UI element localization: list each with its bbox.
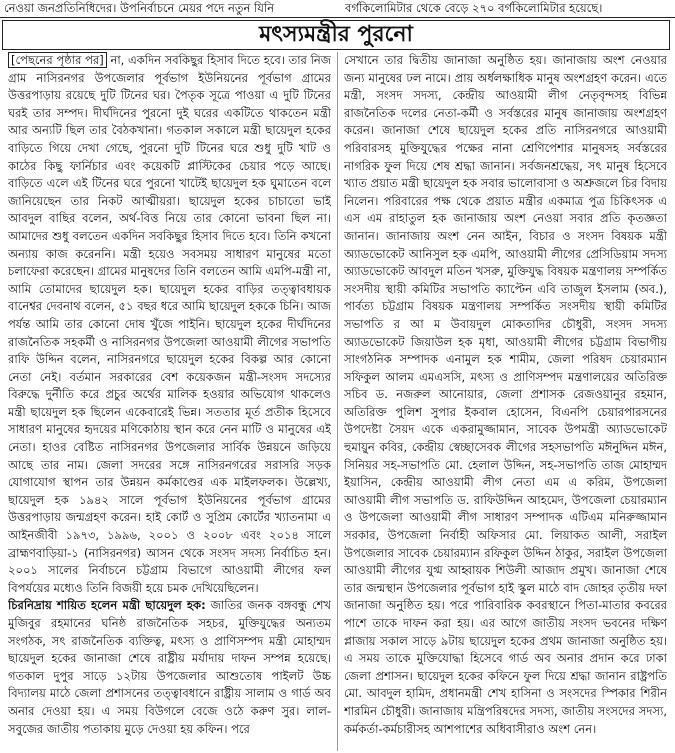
column-divider [337,52,338,751]
headline: মৎস্যমন্ত্রীর পুরনো [2,20,670,50]
top-fragment-left: নেওয়া জনপ্রতিনিধিদের। উপনির্বাচনে মেয়র পদে নতুন যিনি [4,1,275,15]
right-paragraph-1: সেখানে তার দ্বিতীয় জানাজা অনুষ্ঠিত হয়। জানাজায় অংশ নেওয়ার জন্য মানুষের ঢল নামে। প্রায় অর্ধলক্ষাধিক মানুষ অংশগ্রহণ করেন। এতে মন্ত্রী, সংসদ সদস্য, কেন্দ্রীয় আওয়ামী লীগ নেতৃবৃন্দসহ বিভিন্ন রাজনৈতিক দলের নেতা-কর্মী ও সর্বস্তরের মানুষ জানাজায় অংশগ্রহণ করেন। জানাজা শেষে ছায়েদুল হকের প্রতি নাসিরনগরে আওয়ামী পরিবারসহ মুক্তিযুদ্ধের পক্ষের নানা শ্রেণিপেশার মানুষসহ সর্বস্তরের নাগরিক ফুল দিয়ে শেষ শ্রদ্ধা জানান। সর্বজনশ্রদ্ধেয়, সৎ মানুষ হিসেবে খ্যাত প্রয়াত মন্ত্রী ছায়েদুল হক সবার ভালোবাসা ও অশ্রুজলে চির বিদায় নিলেন। পরিবারের পক্ষ থেকে প্রয়াত মন্ত্রীর একমাত্র পুত্র চিকিৎসক এ এস এম রাহাতুল হক জানাজায় অংশ নেওয়া সবার প্রতি কৃতজ্ঞতা জানান। জানাজায় অংশ নেন আইন, বিচার ও সংসদ বিষয়ক মন্ত্রী অ্যাডভোকেট আনিসুল হক এমপি, আওয়ামী লীগের প্রেসিডিয়াম সদস্য অ্যাডভোকেট আবদুল মতিন খসরু, মুক্তিযুদ্ধ বিষয়ক মন্ত্রণালয় সম্পর্কিত সংসদীয় স্থায়ী কমিটির সভাপতি ক্যাপ্টেন এবি তাজুল ইসলাম (অব.), পার্বত্য চট্টগ্রাম বিষয়ক মন্ত্রণালয় সম্পর্কিত সংসদীয় স্থায়ী কমিটির সভাপতি র আ ম উবায়দুল মোকতাদির চৌধুরী, সংসদ সদস্য অ্যাডভোকেট জিয়াউল হক মৃধা, আওয়ামী লীগের চট্টগ্রাম বিভাগীয় সাংগঠনিক সম্পাদক এনামুল হক শামীম, জেলা পরিষদ চেয়ারম্যান সফিকুল আলম এমএসসি, মৎস্য ও প্রাণিসম্পদ মন্ত্রণালয়ের অতিরিক্ত সচিব ড. নজরুল আনোয়ার, জেলা প্রশাসক রেজওয়ানুর রহমান, অতিরিক্ত পুলিশ সুপার ইকবাল হোসেন, বিএনপি চেয়ারপারসনের উপদেষ্টা সৈয়দ একে একরামুজ্জামান, সাবেক উপমন্ত্রী অ্যাডভোকেট হুমায়ুন কবির, কেন্দ্রীয় স্বেচ্ছাসেবক লীগের সহসভাপতি মঈনুদ্দিন মঈন, সিনিয়র সহ-সভাপতি মো. হেলাল উদ্দিন, সহ-সভাপতি তাজ মোহাম্মদ ইয়াসিন, কেন্দ্রীয় আওয়ামী লীগ নেতা এম এ করিম, উপজেলা আওয়ামী লীগ সভাপতি ড. রাফিউদ্দিন আহমেদ, উপজেলা চেয়ারম্যান ও উপজেলা আওয়ামী লীগ সাধারণ সম্পাদক এটিএম মনিরুজ্জামান সরকার, উপজেলা নির্বাহী অফিসার মো. লিয়াকত আলী, সরাইল উপজেলার সাবেক চেয়ারম্যান রফিকুল উদ্দিন ঠাকুর, সরাইল উপজেলা আওয়ামী লীগের যুগ্ম আহ্বায়ক শিউলী আজাদ প্রমুখ। জানাজা শেষে তার জন্মস্থান উপজেলার পূর্বভাগ হাই স্কুল মাঠে বাদ জোহর তৃতীয় দফা জানাজা অনুষ্ঠিত হয়। পরে পারিবারিক কবরস্থানে পিতা-মাতার কবরের পাশে তাকে দাফন করা হয়। এর আগে জাতীয় সংসদ ভবনের দক্ষিণ প্লাজায় সকাল সাড়ে ৯টায় ছায়েদুল হকের প্রথম জানাজা অনুষ্ঠিত হয়। এ সময় তাকে মুক্তিযোদ্ধা হিসেবে গার্ড অব অনার প্রদান করে ঢাকা জেলা প্রশাসন। ছায়েদুল হকের কফিনে ফুল দিয়ে শ্রদ্ধা জানান রাষ্ট্রপতি মো. আবদুল হামিদ, প্রধানমন্ত্রী শেখ হাসিনা ও সংসদের স্পিকার শিরীন শারমিন চৌধুরী। জানাজায় মন্ত্রিপরিষদের সদস্য, জাতীয় সংসদের সদস্য, কর্মকর্তা-কর্মচারীসহ আশপাশের অধিবাসীরাও অংশ নেন। [344,53,667,736]
continuation-label: [পেছনের পৃষ্ঠার পর] [8,52,107,68]
left-column [8,52,331,751]
top-rule [0,17,675,18]
top-fragment-right: বর্গকিলোমিটার থেকে বেড়ে ২৭০ বর্গকিলোমিটার হয়েছে। [345,1,603,15]
subheading-burial: চিরনিদ্রায় শায়িত হলেন মন্ত্রী ছায়েদুল হক: [8,598,206,613]
left-paragraph-1-text: না, একদিন সবকিছুর হিসাব দিতে হবে। তার নিজ গ্রাম নাসিরনগর উপজেলার পূর্বভাগ ইউনিয়নের পূর্বভাগ গ্রামের উত্তরপাড়ায় রয়েছে দুটি টিনের ঘর। পৈতৃক সূত্রে পাওয়া এ দুটি টিনের ঘরই তার সম্পদ। দীর্ঘদিনের পুরনো দুই ঘরের একটিতে থাকতেন মন্ত্রী আর অন্যটি ছিল তার বৈঠকখানা। গতকাল সকালে মন্ত্রী ছায়েদুল হকের বাড়িতে গিয়ে দেখা গেছে, পুরনো দুটি টিনের ঘরে শুধু দুটি খাট ও কাঠের কিছু ফার্নিচার এবং কয়েকটি প্লাস্টিকের চেয়ার পড়ে আছে। বাড়িতে এলে এই টিনের ঘরে পুরনো খাটেই ছায়েদুল হক ঘুমাতেন বলে জানিয়েছেন তার নিকট আত্মীয়রা। ছায়েদুল হকের চাচাতো ভাই আবদুল বাছির বলেন, অর্থ-বিত্ত নিয়ে তার কোনো ভাবনা ছিল না। আমাদের শুধু বলতেন একদিন সবকিছুর হিসাব দিতে হবে। তিনি কখনো অন্যায় কাজ করেননি। মন্ত্রী হয়েও সবসময় সাধারণ মানুষের মতো চলাফেরা করেছেন। গ্রামের মানুষদের তিনি বলতেন আমি এমপি-মন্ত্রী না, আমি তোমাদের ছায়েদুল হক। ছায়েদুল হকের বাড়ির তত্ত্বাবধায়ক বানেশ্বর দেবনাথ বলেন, ৫১ বছর ধরে আমি ছায়েদুল হককে চিনি। আজ পর্যন্ত আমি তার কোনো দোষ খুঁজে পাইনি। ছায়েদুল হকের দীর্ঘদিনের রাজনৈতিক সহকর্মী ও নাসিরনগর উপজেলা আওয়ামী লীগের সভাপতি রাফি উদ্দিন বলেন, নাসিরনগরে ছায়েদুল হকের বিকল্প আর কোনো নেতা নেই। বর্তমান সরকারের বেশ কয়েকজন মন্ত্রী-সংসদ সদস্যের বিরুদ্ধে দুর্নীতি করে প্রচুর অর্থের মালিক হওয়ার অভিযোগ থাকলেও মন্ত্রী ছায়েদুল হক ছিলেন একেবারেই ভিন্ন। সততার মূর্ত প্রতীক হিসেবে সাধারণ মানুষের হৃদয়ের মণিকোঠায় স্থান করে নেন মাটি ও মানুষের এই নেতা। হাওর বেষ্টিত নাসিরনগর উপজেলার সার্বিক উন্নয়নে জড়িয়ে আছে তার নাম। জেলা সদরের সঙ্গে নাসিরনগরের সরাসরি সড়ক যোগাযোগ স্থাপন তার উন্নয়ন কর্মকাণ্ডের এক মাইলফলক। উল্লেখ্য, ছায়েদুল হক ১৯৪২ সালে পূর্বভাগ ইউনিয়নের পূর্বভাগ গ্রামের উত্তরপাড়ায় জন্মগ্রহণ করেন। হাই কোর্ট ও সুপ্রিম কোর্টের খ্যাতনামা এ আইনজীবী ১৯৭৩, ১৯৯৬, ২০০১ ও ২০০৮ এবং ২০১৪ সালে ব্রাহ্মণবাড়িয়া-১ (নাসিরনগর) আসন থেকে সংসদ সদস্য নির্বাচিত হন। ২০০১ সালের নির্বাচনে চট্টগ্রাম বিভাগে আওয়ামী লীগের ফল বিপর্যয়ের মধ্যেও তিনি বিজয়ী হয়ে চমক দেখিয়েছিলেন। [8,53,331,595]
left-paragraph-2-text: জাতির জনক বঙ্গবন্ধু শেখ মুজিবুর রহমানের ঘনিষ্ঠ রাজনৈতিক সহচর, মুক্তিযুদ্ধের অন্যতম সংগঠক, সৎ রাজনৈতিক ব্যক্তিত্ব, মৎস্য ও প্রাণিসম্পদ মন্ত্রী মোহাম্মদ ছায়েদুল হকের জানাজা শেষে রাষ্ট্রীয় মর্যাদায় দাফন সম্পন্ন হয়েছে। গতকাল দুপুর সাড়ে ১২টায় উপজেলার আশুতোষ পাইলট উচ্চ বিদ্যালয় মাঠে জেলা প্রশাসনের তত্ত্বাবধানে রাষ্ট্রীয় সালাম ও গার্ড অব অনার দেওয়া হয়। এ সময় বিউগলে বেজে ওঠে করুণ সুর। লাল-সবুজের জাতীয় পতাকায় মুড়ে দেওয়া হয় কফিন। পরে [8,598,331,736]
left-paragraph-1 [8,52,331,597]
right-column [344,52,667,751]
left-paragraph-2 [8,597,331,738]
